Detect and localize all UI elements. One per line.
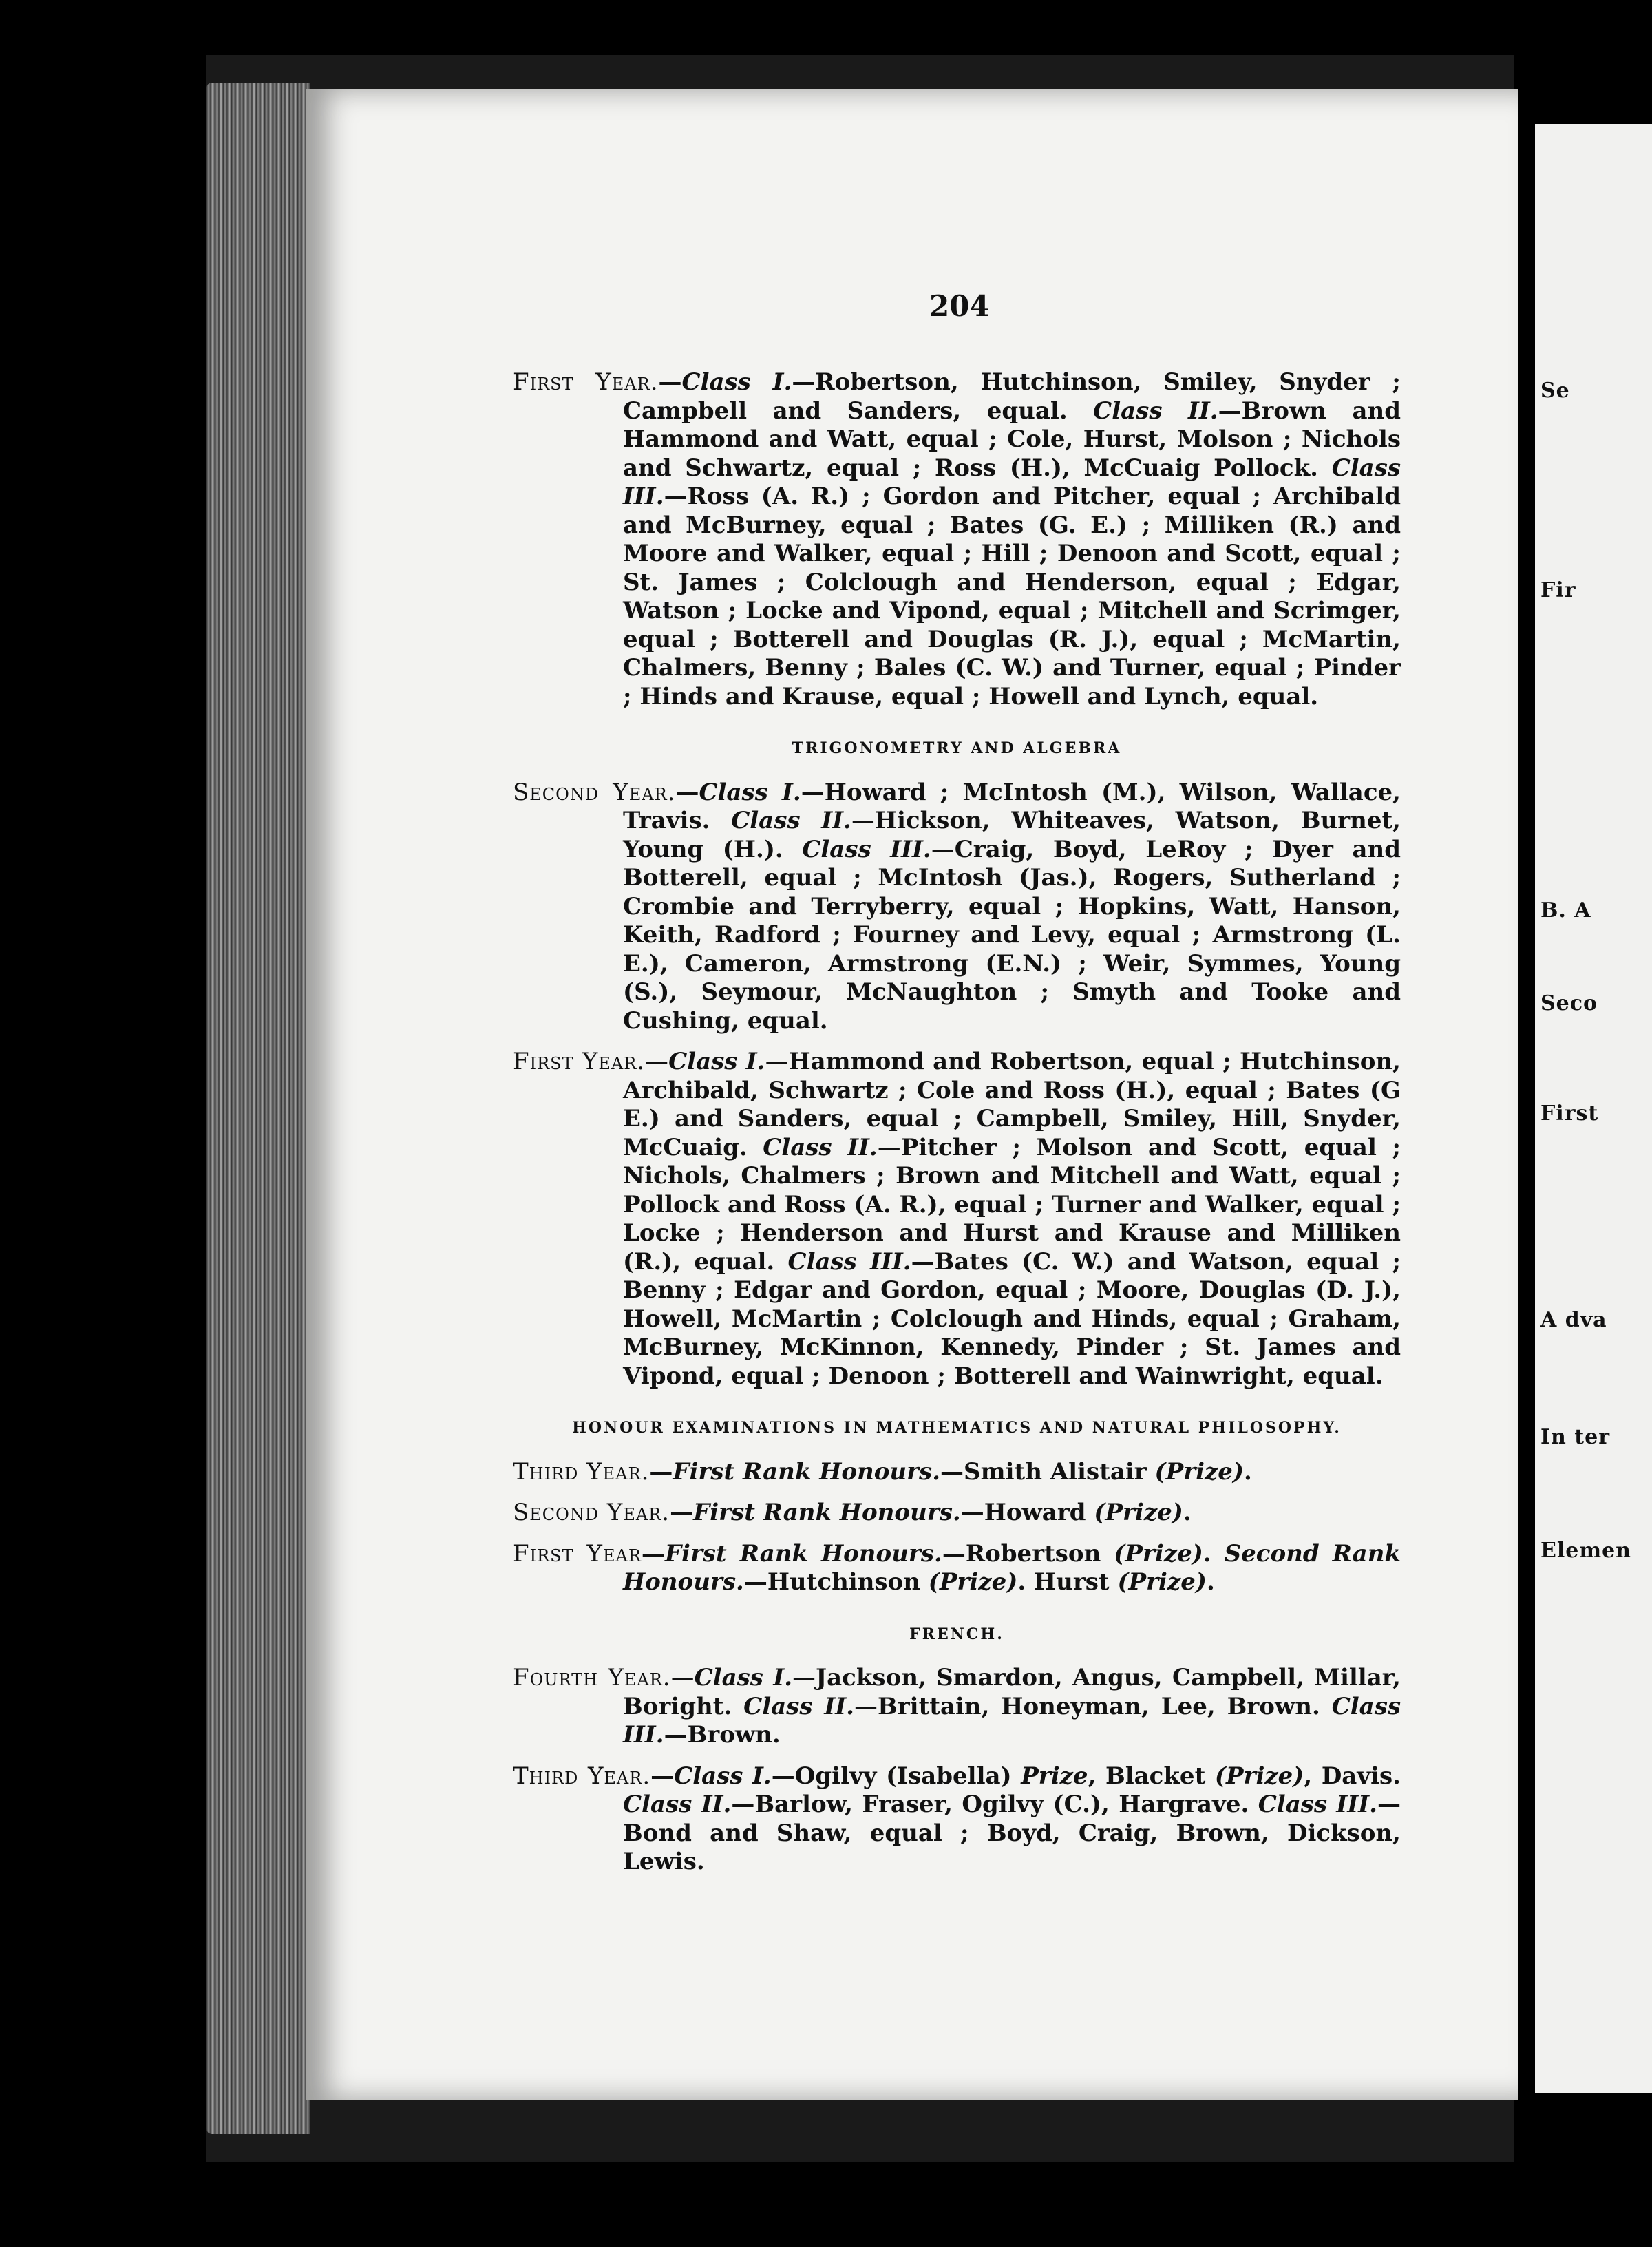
- year-label: Fourth Year.: [513, 1664, 671, 1691]
- year-label: First Year.: [513, 368, 659, 396]
- entry-text: —Class I.—Ogilvy (Isabella) Prize, Blacket (Prize), Davis. Class II.—Barlow, Fraser, Ogilvy (C.), Hargrave. Class III.—Bond and Shaw, equal ; Boyd, Craig, Brown, Dickson, Lewis.: [623, 1762, 1401, 1875]
- right-page-fragment: Seco: [1540, 991, 1598, 1015]
- right-page: [1535, 124, 1652, 2093]
- year-label: Third Year.: [513, 1762, 651, 1790]
- entry-paragraph: [513, 1540, 1401, 1597]
- entry-text: —Class I.—Jackson, Smardon, Angus, Campbell, Millar, Boright. Class II.—Brittain, Honeyman, Lee, Brown. Class III.—Brown.: [623, 1664, 1401, 1749]
- page-edges: [206, 83, 310, 2134]
- right-page-fragment: Se: [1540, 379, 1570, 403]
- page-number: 204: [929, 289, 990, 323]
- year-label: First Year.: [513, 1048, 646, 1075]
- right-page-fragment: First: [1540, 1101, 1599, 1126]
- page-content: [513, 296, 1401, 1889]
- right-page-fragment: B. A: [1540, 898, 1591, 922]
- right-page-fragment: Elemen: [1540, 1539, 1631, 1563]
- entry-text: —First Rank Honours.—Smith Alistair (Prize).: [649, 1457, 1252, 1486]
- entry-text: —Class I.—Hammond and Robertson, equal ; Hutchinson, Archibald, Schwartz ; Cole and Ross (H.), equal ; Bates (G E.) and Sanders, equal ; Campbell, Smiley, Hill, Snyder, McCuaig. Class II.—Pitcher ; Molson and Scott, equal ; Nichols, Chalmers ; Brown and Mitchell and Watt, equal ; Pollock and Ross (A. R.), equal ; Turner and Walker, equal ; Locke ; Henderson and Hurst and Krause and Milliken (R.), equal. Class III.—Bates (C. W.) and Watson, equal ; Benny ; Edgar and Gordon, equal ; Moore, Douglas (D. J.), Howell, McMartin ; Colclough and Hinds, equal ; Graham, McBurney, McKinnon, Kennedy, Pinder ; St. James and Vipond, equal ; Denoon ; Botterell and Wainwright, equal.: [623, 1048, 1401, 1390]
- entry-paragraph: [513, 779, 1401, 1036]
- entry-text: —First Rank Honours.—Robertson (Prize). Second Rank Honours.—Hutchinson (Prize). Hurst (Prize).: [623, 1539, 1401, 1596]
- entry-paragraph: [513, 1458, 1401, 1487]
- entry-paragraph: [513, 1499, 1401, 1528]
- right-page-fragment: A dva: [1540, 1308, 1607, 1332]
- entry-paragraph: [513, 368, 1401, 711]
- year-label: Third Year.: [513, 1457, 650, 1486]
- entry-paragraph: [513, 1762, 1401, 1877]
- entry-paragraph: [513, 1048, 1401, 1391]
- section-heading: HONOUR EXAMINATIONS IN MATHEMATICS AND NATURAL PHILOSOPHY.: [572, 1419, 1342, 1437]
- right-page-fragment: Fir: [1540, 578, 1576, 602]
- year-label: First Year: [513, 1539, 642, 1568]
- entry-paragraph: [513, 1664, 1401, 1750]
- year-label: Second Year.: [513, 778, 676, 806]
- section-heading: FRENCH.: [909, 1625, 1004, 1643]
- entry-text: —Class I.—Howard ; McIntosh (M.), Wilson, Wallace, Travis. Class II.—Hickson, Whiteaves, Watson, Burnet, Young (H.). Class III.—Craig, Boyd, LeRoy ; Dyer and Botterell, equal ; McIntosh (Jas.), Rogers, Sutherland ; Crombie and Terryberry, equal ; Hopkins, Watt, Hanson, Keith, Radford ; Fourney and Levy, equal ; Armstrong (L. E.), Cameron, Armstrong (E.N.) ; Weir, Symmes, Young (S.), Seymour, McNaughton ; Smyth and Tooke and Cushing, equal.: [623, 778, 1401, 1035]
- year-label: Second Year.: [513, 1499, 670, 1526]
- section-heading: TRIGONOMETRY AND ALGEBRA: [792, 739, 1122, 757]
- entry-text: —First Rank Honours.—Howard (Prize).: [670, 1499, 1192, 1526]
- entry-text: —Class I.—Robertson, Hutchinson, Smiley, Snyder ; Campbell and Sanders, equal. Class II.—Brown and Hammond and Watt, equal ; Cole, Hurst, Molson ; Nichols and Schwartz, equal ; Ross (H.), McCuaig Pollock. Class III.—Ross (A. R.) ; Gordon and Pitcher, equal ; Archibald and McBurney, equal ; Bates (G. E.) ; Milliken (R.) and Moore and Walker, equal ; Hill ; Denoon and Scott, equal ; St. James ; Colclough and Henderson, equal ; Edgar, Watson ; Locke and Vipond, equal ; Mitchell and Scrimger, equal ; Botterell and Douglas (R. J.), equal ; McMartin, Chalmers, Benny ; Bales (C. W.) and Turner, equal ; Pinder ; Hinds and Krause, equal ; Howell and Lynch, equal.: [623, 368, 1401, 710]
- right-page-fragment: In ter: [1540, 1425, 1611, 1449]
